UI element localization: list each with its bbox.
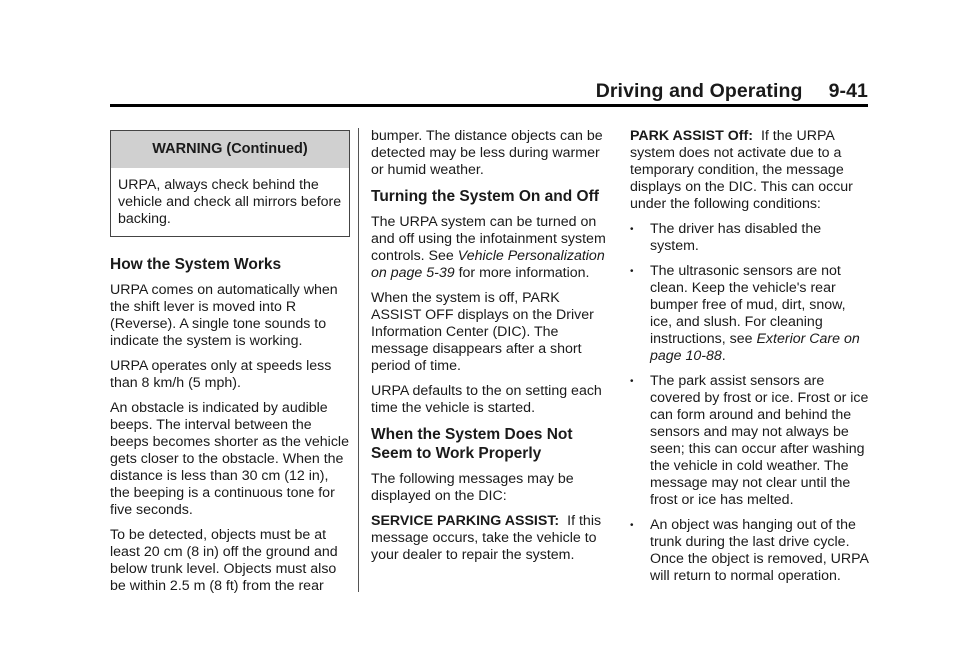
warning-title: WARNING (Continued) xyxy=(111,131,349,168)
paragraph-text: The URPA system can be turned on and off using the infotainment system controls. See xyxy=(371,214,606,264)
heading-turning-system-on-off: Turning the System On and Off xyxy=(371,188,599,205)
paragraph xyxy=(630,128,870,213)
page-header xyxy=(560,80,868,103)
list-item xyxy=(630,221,870,255)
paragraph: The following messages may be displayed on the DIC: xyxy=(371,471,574,504)
paragraph: To be detected, objects must be at least 20 cm (8 in) off the ground and below trunk level. Objects must also be within 2.5 m (8 ft) from the rear xyxy=(110,527,338,594)
paragraph: An obstacle is indicated by audible beeps. The interval between the beeps becomes shorter as the vehicle gets closer to the obstacle. When the distance is less than 30 cm (12 in), the beeping is a continuous tone for five seconds. xyxy=(110,400,349,518)
column-1 xyxy=(110,130,350,603)
list-item xyxy=(630,263,870,365)
paragraph xyxy=(371,513,611,564)
page-number: 9-41 xyxy=(828,80,868,102)
heading-how-system-works: How the System Works xyxy=(110,256,282,273)
list-item-text: An object was hanging out of the trunk during the last drive cycle. Once the object is removed, URPA will return to normal operation. xyxy=(650,517,869,584)
section-title: Driving and Operating xyxy=(595,80,803,102)
heading-system-not-working: When the System Does Not Seem to Work Properly xyxy=(371,426,573,462)
paragraph: URPA defaults to the on setting each time the vehicle is started. xyxy=(371,383,602,416)
warning-box xyxy=(110,130,350,237)
paragraph: bumper. The distance objects can be detected may be less during warmer or humid weather. xyxy=(371,128,603,178)
cross-reference-link[interactable]: Exterior Care on page 10-88 xyxy=(650,331,860,364)
list-item-text: The ultrasonic sensors are not clean. Keep the vehicle's rear bumper free of mud, dirt, snow, ice, and slush. For cleaning instructions, see xyxy=(650,263,846,347)
list-item-text: The park assist sensors are covered by frost or ice. Frost or ice can form around and behind the sensors and may not always be seen; this can occur after washing the vehicle in cold weather. The message may not clear until the frost or ice has melted. xyxy=(650,373,869,508)
column-divider xyxy=(358,128,359,592)
bullet-icon: • xyxy=(630,376,634,387)
conditions-list xyxy=(630,221,870,585)
paragraph-text: If this message occurs, take the vehicle to your dealer to repair the system. xyxy=(371,513,602,563)
cross-reference-link[interactable]: Vehicle Personalization on page 5-39 xyxy=(371,248,605,281)
message-label: PARK ASSIST Off: xyxy=(630,128,753,144)
list-item xyxy=(630,373,870,509)
bullet-icon: • xyxy=(630,224,634,235)
header-rule xyxy=(110,104,868,107)
bullet-icon: • xyxy=(630,520,634,531)
paragraph: URPA comes on automatically when the shift lever is moved into R (Reverse). A single tone sounds to indicate the system is working. xyxy=(110,282,338,349)
list-item xyxy=(630,517,870,585)
paragraph: URPA operates only at speeds less than 8 km/h (5 mph). xyxy=(110,358,332,391)
warning-text: URPA, always check behind the vehicle and check all mirrors before backing. xyxy=(118,177,342,227)
column-3 xyxy=(630,128,870,593)
list-item-text-end: . xyxy=(721,348,726,364)
message-label: SERVICE PARKING ASSIST: xyxy=(371,513,560,529)
paragraph xyxy=(371,214,611,282)
paragraph-text: for more information. xyxy=(458,265,590,281)
list-item-text: The driver has disabled the system. xyxy=(650,221,822,254)
paragraph: When the system is off, PARK ASSIST OFF displays on the Driver Information Center (DIC). The message disappears after a short period of time. xyxy=(371,290,594,374)
bullet-icon: • xyxy=(630,266,634,277)
paragraph-text: If the URPA system does not activate due to a temporary condition, the message displays on the DIC. This can occur under the following conditions: xyxy=(630,128,853,212)
column-2 xyxy=(371,128,611,572)
